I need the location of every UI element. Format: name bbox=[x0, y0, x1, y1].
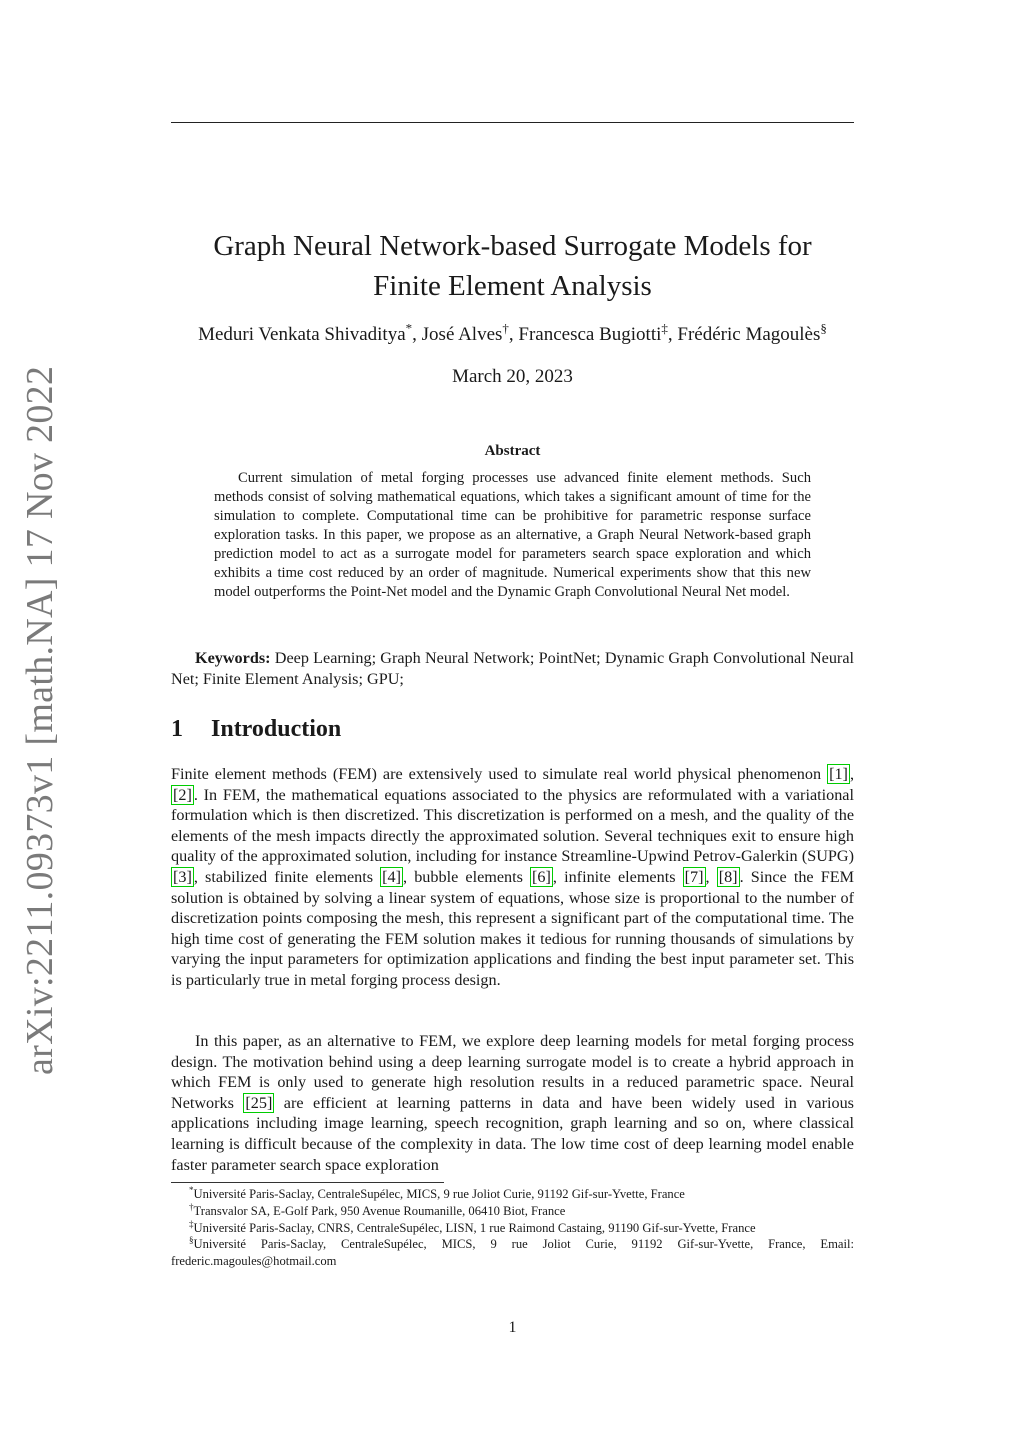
citation-link[interactable]: [25] bbox=[245, 1093, 273, 1112]
paragraph-text: , stabilized finite elements bbox=[193, 867, 381, 886]
footnotes bbox=[171, 1186, 854, 1270]
paragraph-text: . In FEM, the mathematical equations associated to the physics are reformulated with a variational formulation which is then discretized. This discretization is performed on a mesh, and the quality of the elements of the mesh impacts directly the approximated solution. Several techniques exit to ensure high quality of the approximated solution, including for instance Streamline-Upwind Petrov-Galerkin (SUPG) bbox=[171, 785, 854, 866]
keywords bbox=[171, 648, 854, 690]
author-name: José Alves bbox=[421, 324, 503, 345]
title-line-1: Graph Neural Network-based Surrogate Models for bbox=[213, 230, 812, 262]
section-title: Introduction bbox=[211, 716, 342, 742]
paragraph-text: , bubble elements bbox=[403, 867, 531, 886]
author-name: Francesca Bugiotti bbox=[518, 324, 662, 345]
footnote bbox=[171, 1220, 854, 1237]
citation-link[interactable]: [2] bbox=[173, 785, 192, 804]
publication-date: March 20, 2023 bbox=[452, 366, 573, 387]
author-name: Frédéric Magoulès bbox=[677, 324, 821, 345]
intro-paragraph-1 bbox=[171, 764, 854, 991]
keywords-label: Keywords: bbox=[195, 649, 271, 667]
title-line-2: Finite Element Analysis bbox=[373, 270, 652, 302]
citation-link[interactable]: [7] bbox=[684, 867, 704, 886]
citation-link[interactable]: [4] bbox=[382, 867, 402, 886]
citation-link[interactable]: [1] bbox=[829, 765, 848, 783]
footnote bbox=[171, 1186, 854, 1203]
footnote-text: Université Paris-Saclay, CentraleSupélec, MICS, 9 rue Joliot Curie, 91192 Gif-sur-Yvette, France bbox=[193, 1187, 685, 1201]
citation-link[interactable]: [6] bbox=[532, 867, 551, 886]
intro-paragraph-2 bbox=[171, 1031, 854, 1175]
keywords-text: Deep Learning; Graph Neural Network; PointNet; Dynamic Graph Convolutional Neural Net; Finite Element Analysis; GPU; bbox=[171, 649, 854, 688]
footnote bbox=[171, 1203, 854, 1220]
paragraph-text: , infinite elements bbox=[552, 867, 683, 886]
page-number: 1 bbox=[508, 1319, 517, 1336]
footnote bbox=[171, 1236, 854, 1270]
author-affiliation-mark[interactable]: § bbox=[820, 320, 827, 336]
author-name: Meduri Venkata Shivaditya bbox=[198, 324, 406, 345]
section-heading bbox=[171, 716, 341, 743]
citation-link[interactable]: [3] bbox=[173, 867, 192, 886]
footnote-rule bbox=[171, 1182, 444, 1183]
paragraph-text: . Since the FEM solution is obtained by solving a linear system of equations, whose size is proportional to the number of discretization points composing the mesh, this represent a significant part of the computational time. The high time cost of generating the FEM solution makes it tedious for running thousands of simulations by varying the input parameters for optimization applications and finding the best input parameter set. This is particularly true in metal forging process design. bbox=[171, 867, 855, 989]
paper-title bbox=[171, 226, 854, 306]
arxiv-identifier[interactable]: arXiv:2211.09373v1 [math.NA] 17 Nov 2022 bbox=[19, 365, 61, 1075]
footnote-mark: ‡ bbox=[189, 1218, 194, 1229]
abstract-heading: Abstract bbox=[484, 443, 541, 459]
footnote-mark: § bbox=[189, 1235, 194, 1246]
citation-link[interactable]: [8] bbox=[718, 867, 738, 886]
abstract-text: Current simulation of metal forging processes use advanced finite element methods. Such methods consist of solving mathematical equations, which takes a significant amount of time for the simulation to complete. Computational time can be prohibitive for parametric response surface exploration tasks. In this paper, we propose as an alternative, a Graph Neural Network-based graph prediction model to act as a surrogate model for parameters search space exploration and which exhibits a time cost reduced by an order of magnitude. Numerical experiments show that this new model outperforms the Point-Net model and the Dynamic Graph Convolutional Neural Net model. bbox=[214, 470, 811, 600]
footnote-mark: † bbox=[189, 1201, 194, 1212]
paragraph-text: , bbox=[849, 765, 854, 783]
author-affiliation-mark[interactable]: * bbox=[405, 320, 413, 336]
header-rule bbox=[171, 122, 854, 123]
author-affiliation-mark[interactable]: ‡ bbox=[661, 320, 668, 336]
footnote-text: Université Paris-Saclay, CentraleSupélec, MICS, 9 rue Joliot Curie, 91192 Gif-sur-Yvette, France, Email: frederic.magoules@hotmail.com bbox=[171, 1237, 854, 1269]
footnote-mark: * bbox=[189, 1184, 194, 1195]
author-list: Meduri Venkata Shivaditya*, José Alves†, Francesca Bugiotti‡, Frédéric Magoulès§ bbox=[198, 320, 827, 345]
author-affiliation-mark[interactable]: † bbox=[502, 320, 509, 336]
paragraph-text: In this paper, as an alternative to FEM, we explore deep learning models for metal forging process design. The motivation behind using a deep learning surrogate model is to create a hybrid approach in which FEM is only used to generate high resolution results in a reduced parametric space. Neural Networks bbox=[171, 1032, 854, 1112]
paragraph-text: are efficient at learning patterns in data and have been widely used in various applications including image learning, speech recognition, graph learning and so on, where classical learning is difficult because of the complexity in data. The low time cost of deep learning model enable faster parameter search space exploration bbox=[171, 1093, 854, 1174]
paragraph-text: , bbox=[705, 867, 717, 886]
footnote-text: Transvalor SA, E-Golf Park, 950 Avenue Roumanille, 06410 Biot, France bbox=[193, 1203, 566, 1218]
paragraph-text: Finite element methods (FEM) are extensively used to simulate real world physical phenomenon bbox=[171, 765, 828, 783]
footnote-text: Université Paris-Saclay, CNRS, CentraleSupélec, LISN, 1 rue Raimond Castaing, 91190 Gif-sur-Yvette, France bbox=[193, 1220, 756, 1235]
section-number: 1 bbox=[171, 716, 183, 742]
